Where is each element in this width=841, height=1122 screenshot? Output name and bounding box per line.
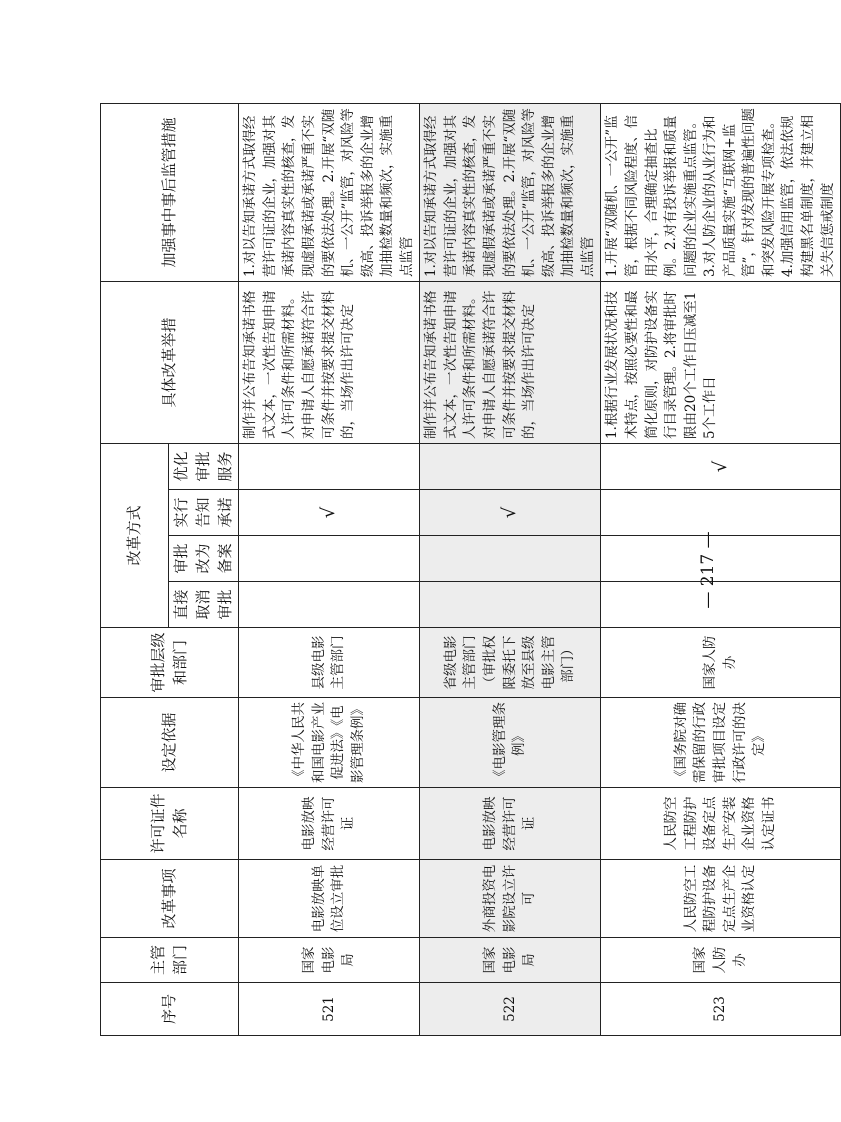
header-mode-cancel: 直接取消审批 bbox=[169, 582, 239, 628]
table-row bbox=[601, 103, 841, 1035]
cell-measures: 制作并公布告知承诺书格式文本，一次性告知申请人许可条件和所需材料。对申请人自愿承诺符合许可条件并按要求提交材料的，当场作出许可决定 bbox=[420, 281, 601, 443]
cell-supervision: 1.对以告知承诺方式取得经营许可证的企业，加强对其承诺内容真实性的核查，发现虚假承诺或承诺严重不实的要依法处理。2.开展“双随机、一公开”监管，对风险等级高、投诉举报多的企业增加抽检数量和频次，实施重点监管 bbox=[239, 103, 420, 281]
table-body bbox=[239, 103, 841, 1035]
cell-level: 省级电影主管部门（审批权限委托下放至县级电影主管部门） bbox=[420, 628, 601, 698]
cell-supervision: 1.对以告知承诺方式取得经营许可证的企业，加强对其承诺内容真实性的核查，发现虚假承诺或承诺严重不实的要依法处理。2.开展“双随机、一公开”监管，对风险等级高、投诉举报多的企业增加抽检数量和频次，实施重点监管 bbox=[420, 103, 601, 281]
cell-seq: 521 bbox=[239, 983, 420, 1036]
cell-mode-cancel bbox=[601, 582, 841, 628]
cell-license: 人民防空工程防护设备定点生产安装企业资格认定证书 bbox=[601, 788, 841, 860]
cell-basis: 《国务院对确需保留的行政审批项目设定行政许可的决定》 bbox=[601, 698, 841, 788]
header-measures: 具体改革举措 bbox=[101, 281, 239, 443]
cell-level: 县级电影主管部门 bbox=[239, 628, 420, 698]
header-dept: 主管部门 bbox=[101, 938, 239, 983]
cell-dept: 国家人防办 bbox=[601, 938, 841, 983]
table-row bbox=[420, 103, 601, 1035]
cell-supervision: 1.开展“双随机、一公开”监管，根据不同风险程度、信用水平，合理确定抽查比例。2.对有投诉举报和质量问题的企业实施重点监管。3.对人防企业的从业行为和产品质量实施“互联网+监管”，针对发现的普遍性问题和突发风险开展专项检查。4.加强信用监管，依法依规构建黑名单制度，并建立相关失信惩戒制度 bbox=[601, 103, 841, 281]
header-supervision: 加强事中事后监管措施 bbox=[101, 103, 239, 281]
header-seq: 序号 bbox=[101, 983, 239, 1036]
cell-license: 电影放映经营许可证 bbox=[420, 788, 601, 860]
cell-seq: 522 bbox=[420, 983, 601, 1036]
cell-mode-cancel bbox=[420, 582, 601, 628]
header-license: 许可证件名称 bbox=[101, 788, 239, 860]
header-basis: 设定依据 bbox=[101, 698, 239, 788]
cell-mode-optimize bbox=[420, 443, 601, 489]
cell-item: 电影放映单位设立审批 bbox=[239, 860, 420, 938]
header-mode-notify: 实行告知承诺 bbox=[169, 490, 239, 536]
cell-seq: 523 bbox=[601, 983, 841, 1036]
cell-dept: 国家电影局 bbox=[239, 938, 420, 983]
cell-basis: 《中华人民共和国电影产业促进法》《电影管理条例》 bbox=[239, 698, 420, 788]
cell-item: 外商投资电影院设立许可 bbox=[420, 860, 601, 938]
cell-measures: 1.根据行业发展状况和技术特点，按照必要性和最简化原则，对防护设备实行目录管理。2.将审批时限由20个工作日压减至15个工作日 bbox=[601, 281, 841, 443]
cell-mode-filing bbox=[420, 536, 601, 582]
cell-mode-filing bbox=[239, 536, 420, 582]
cell-mode-cancel bbox=[239, 582, 420, 628]
header-reform-mode: 改革方式 bbox=[101, 443, 169, 627]
cell-item: 人民防空工程防护设备定点生产企业资格认定 bbox=[601, 860, 841, 938]
reform-table bbox=[100, 103, 841, 1036]
cell-basis: 《电影管理条例》 bbox=[420, 698, 601, 788]
cell-mode-filing bbox=[601, 536, 841, 582]
header-level: 审批层级和部门 bbox=[101, 628, 239, 698]
cell-license: 电影放映经营许可证 bbox=[239, 788, 420, 860]
cell-mode-notify: √ bbox=[239, 490, 420, 536]
cell-level: 国家人防办 bbox=[601, 628, 841, 698]
header-item: 改革事项 bbox=[101, 860, 239, 938]
page-number: — 217 — bbox=[698, 531, 718, 609]
cell-mode-notify bbox=[601, 490, 841, 536]
table-row bbox=[239, 103, 420, 1035]
header-mode-optimize: 优化审批服务 bbox=[169, 443, 239, 489]
cell-mode-optimize: √ bbox=[601, 443, 841, 489]
cell-mode-optimize bbox=[239, 443, 420, 489]
header-mode-filing: 审批改为备案 bbox=[169, 536, 239, 582]
cell-dept: 国家电影局 bbox=[420, 938, 601, 983]
cell-mode-notify: √ bbox=[420, 490, 601, 536]
cell-measures: 制作并公布告知承诺书格式文本，一次性告知申请人许可条件和所需材料。对申请人自愿承诺符合许可条件并按要求提交材料的，当场作出许可决定 bbox=[239, 281, 420, 443]
